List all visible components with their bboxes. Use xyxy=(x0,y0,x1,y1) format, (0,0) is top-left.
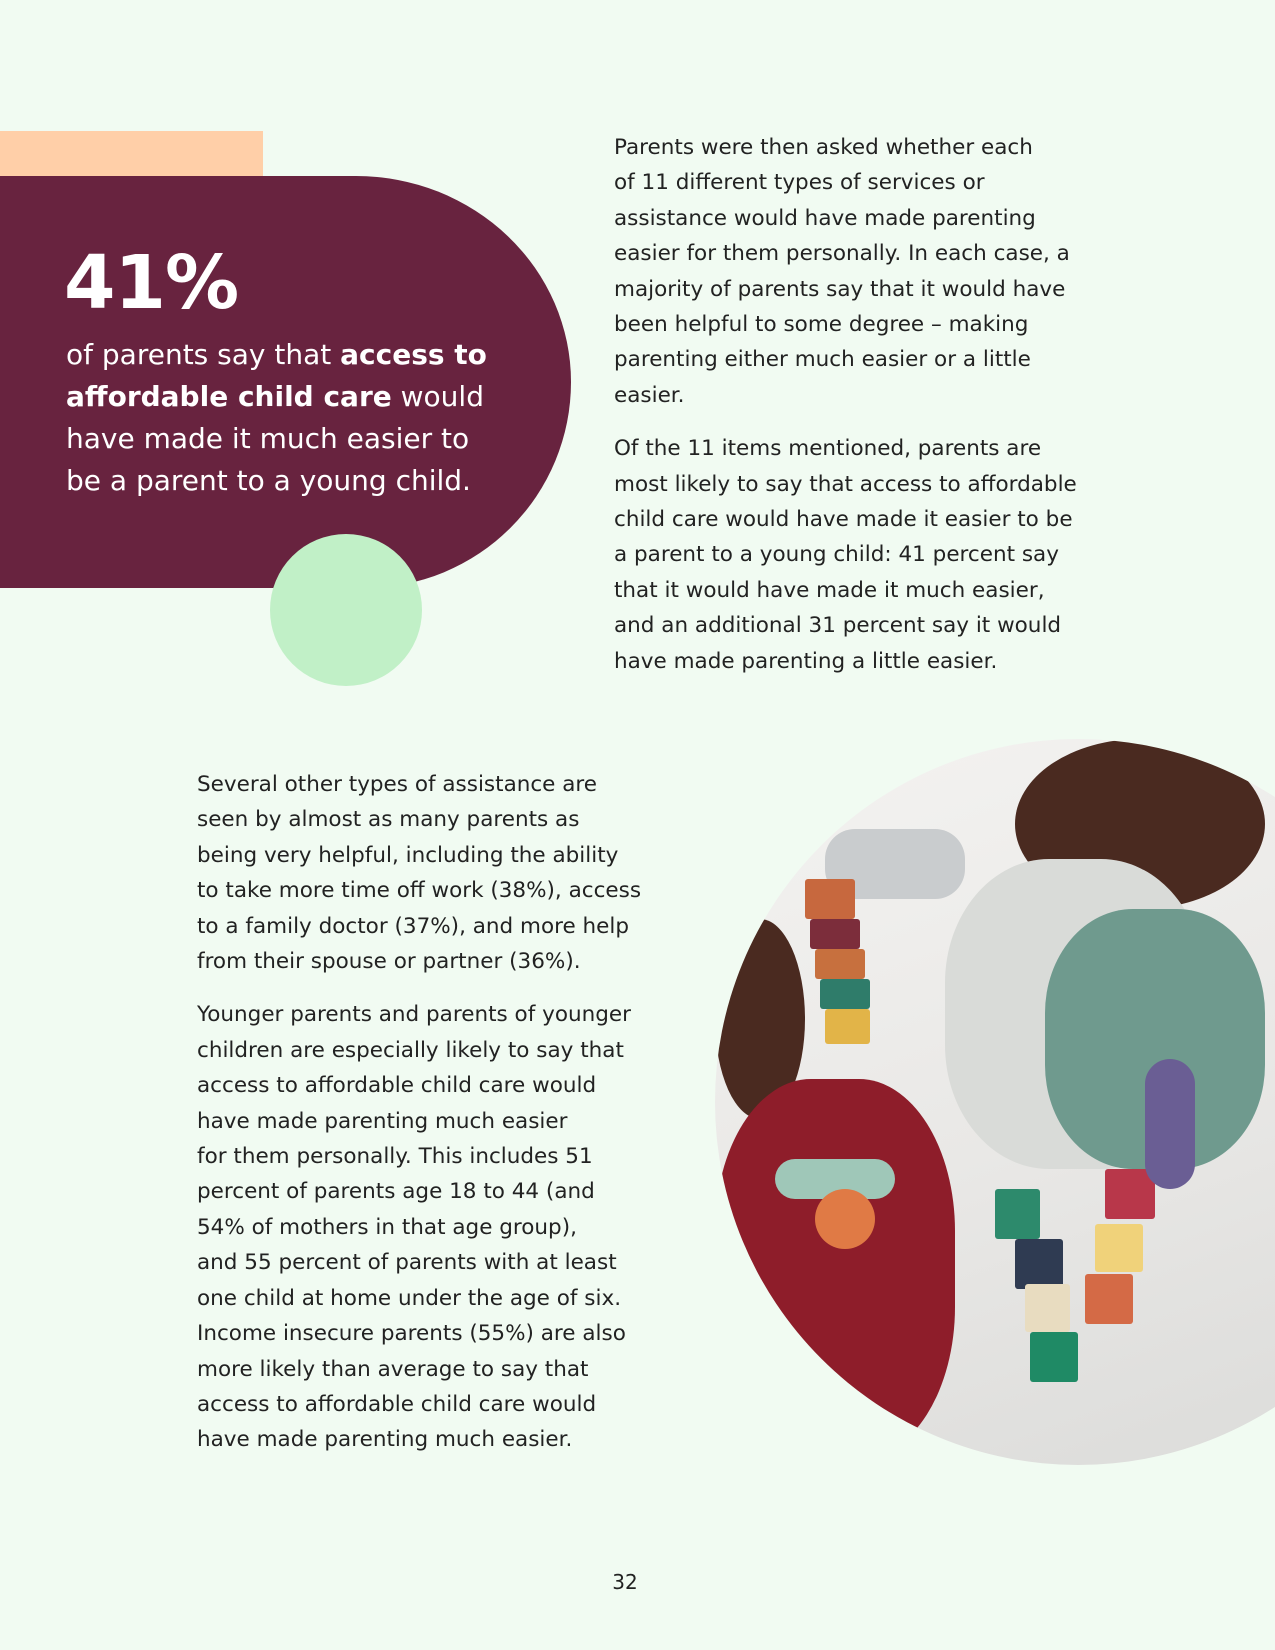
paragraph xyxy=(197,997,677,1457)
text-line: parenting either much easier or a little xyxy=(614,347,1031,373)
text-line: easier for them personally. In each case, a xyxy=(614,241,1070,267)
text-line: one child at home under the age of six. xyxy=(197,1285,622,1311)
text-line: children are especially likely to say that xyxy=(197,1037,624,1063)
right-text-column xyxy=(614,130,1174,697)
text-line: Parents were then asked whether each xyxy=(614,135,1033,160)
text-line: seen by almost as many parents as xyxy=(197,807,580,833)
text-line: child care would have made it easier to be xyxy=(614,507,1073,533)
paragraph xyxy=(614,431,1174,679)
text-line: and 55 percent of parents with at least xyxy=(197,1250,617,1276)
children-playing-photo xyxy=(715,739,1275,1465)
text-line: 54% of mothers in that age group), xyxy=(197,1214,577,1240)
text-line: majority of parents say that it would have xyxy=(614,276,1066,302)
text-line: have made parenting much easier. xyxy=(197,1427,573,1453)
text-line: and an additional 31 percent say it would xyxy=(614,613,1062,639)
text-line: Income insecure parents (55%) are also xyxy=(197,1321,626,1347)
paragraph xyxy=(197,767,677,979)
stat-text-bold: access to affordable child care xyxy=(66,338,487,413)
stat-text: of parents say that xyxy=(66,338,341,371)
text-line: Younger parents and parents of younger xyxy=(197,1002,631,1028)
text-line: more likely than average to say that xyxy=(197,1356,589,1382)
text-line: that it would have made it much easier, xyxy=(614,577,1045,603)
text-line: have made parenting a little easier. xyxy=(614,648,998,674)
text-line: percent of parents age 18 to 44 (and xyxy=(197,1179,595,1205)
left-text-column xyxy=(197,767,677,1476)
text-line: to take more time off work (38%), access xyxy=(197,878,642,904)
peach-accent-bar xyxy=(0,131,263,176)
page-number: 32 xyxy=(612,1570,638,1594)
text-line: a parent to a young child: 41 percent say xyxy=(614,542,1059,568)
text-line: to a family doctor (37%), and more help xyxy=(197,913,630,939)
text-line: most likely to say that access to affordable xyxy=(614,471,1077,497)
text-line: access to affordable child care would xyxy=(197,1073,597,1099)
paragraph xyxy=(614,130,1174,413)
text-line: Several other types of assistance are xyxy=(197,772,598,797)
stat-text: would have made it much easier to be a parent to a young child. xyxy=(66,380,484,497)
text-line: easier. xyxy=(614,382,685,408)
text-line: of 11 different types of services or xyxy=(614,170,985,196)
text-line: have made parenting much easier xyxy=(197,1108,568,1134)
text-line: for them personally. This includes 51 xyxy=(197,1144,593,1170)
text-line: assistance would have made parenting xyxy=(614,205,1036,231)
text-line: Of the 11 items mentioned, parents are xyxy=(614,436,1042,462)
mint-accent-circle xyxy=(270,534,422,686)
text-line: access to affordable child care would xyxy=(197,1391,597,1417)
text-line: from their spouse or partner (36%). xyxy=(197,949,581,975)
text-line: being very helpful, including the ability xyxy=(197,842,619,868)
stat-description xyxy=(66,334,506,502)
text-line: been helpful to some degree – making xyxy=(614,312,1029,338)
stat-value: 41% xyxy=(64,240,239,326)
